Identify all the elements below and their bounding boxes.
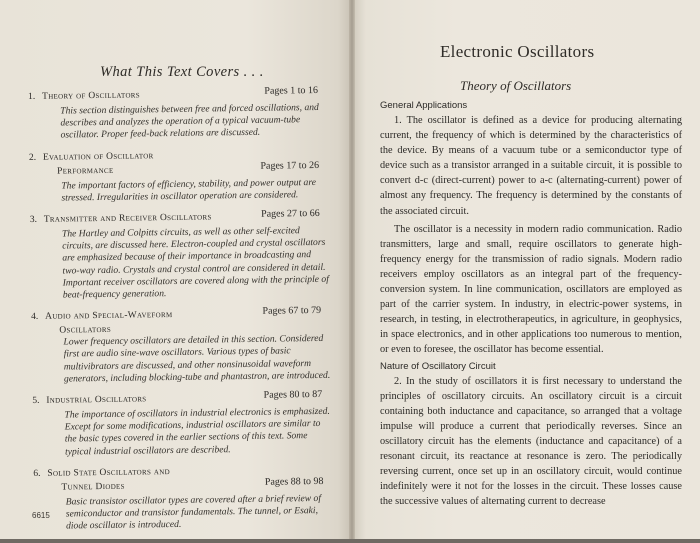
paragraph: 1. The oscillator is defined as a device for producing alternating current, the frequency of which is determined by the characteristics of the device. By means of a vacuum tube or a semiconductor type of device such as a transistor arranged in a suitable circuit, it is possible to convert d-c (direct-current) power to a-c (alternating-current) power of almost any frequency. The frequency is determined by the constants of the associated circuit. [380,115,682,217]
paragraph: The oscillator is a necessity in modern radio communication. Radio transmitters, large and small, require oscillators to generate high-frequency energy for the transmission of radio signals. Modern radio receivers employ oscillators as an integral part of the frequency-conversion system. In line communication, oscillators are employed as part of the carrier system. In industry, in electric-power systems, in research, in testing, in electrotherapeutics, in agriculture, in geophysics, in space electronics, and in other applications too numerous to mention, or even to foresee, the oscillator has become essential. [380,223,682,356]
toc-heading: What This Text Covers . . . [100,64,264,80]
body-text [380,98,682,512]
toc-entry-description: The Hartley and Colpitts circuits, as well as other self-excited circuits, are discussed here. Electron-coupled and crystal oscillators are emphasized because of their importance in broadcasting and two-way radio. Crystals and crystal control are considered in detail. Important receiver oscillators are covered along with the principle of beat-frequency generation. [61,225,329,301]
toc-entry-title: Transmitter and Receiver Oscillators [43,212,212,225]
toc-entry-title: Theory of Oscillators [41,90,141,102]
toc-entry-description: The importance of oscillators in industrial electronics is emphasized. Except for some modifications, industrial oscillators are similar to the basic types covered in the earlier sections of this text. Some typical industrial oscillators are described. [64,405,330,458]
toc-entry-number: 2. [28,152,37,163]
toc-entry-description: Basic transistor oscillator types are covered after a brief review of semiconductor and transistor fundamentals. The tunnel, or Esaki, diode oscillator is introduced. [65,492,322,532]
toc-entry-number: 5. [32,395,40,407]
section-title: Theory of Oscillators [460,78,572,93]
chapter-title: Electronic Oscillators [440,42,595,61]
toc-entry-number: 3. [29,214,37,226]
toc-entry [28,84,329,143]
toc-entry-title: Industrial Oscillators [46,394,147,406]
toc-entry-description: Lower frequency oscillators are detailed in this section. Considered first are audio sine-wave oscillators. Various types of basic multivibrators are discussed, and other nonsinusoidal waveform generators, including blocking-tube and phantastron, are introduced. [63,333,331,385]
toc-entry-title-line2: Tunnel Diodes [61,481,125,493]
toc-entry [29,148,330,205]
toc-entry-pages: Pages 17 to 26 [260,159,320,172]
toc-entry-pages: Pages 27 to 66 [261,207,320,220]
book-gutter [349,0,355,539]
toc-entry-description: This section distinguishes between free and forced oscillations, and describes and analyzes the operation of a typical vacuum-tube oscillator. Proper feed-back relations are discussed. [60,101,319,141]
toc-entry [33,465,334,534]
toc-entry-title: Audio and Special-Waveform [45,310,173,323]
toc-entry-pages: Pages 67 to 79 [262,305,322,317]
toc-entry-number: 6. [33,468,41,479]
toc-entry-number: 4. [31,312,39,323]
toc-entry-pages: Pages 80 to 87 [263,388,323,401]
toc-entry [31,305,332,386]
toc-list [28,84,334,543]
toc-entry [29,207,331,302]
toc-entry-title-line2: Oscillators [59,325,112,336]
paragraph: 2. In the study of oscillators it is first necessary to understand the principles of oscillatory circuits. An oscillatory circuit is a circuit containing both inductance and capacitance, so arranged that a voltage impulse will produce a current that periodically reverses. Since an oscillatory circuit has the elements (inductance and capacitance) of a resonant circuit, its reactance at resonance is zero. The periodically reversing current, once set up in an oscillatory circuit, would continue indefinitely were it not for the losses in the circuit. These losses cause the successive values of alternating current to decrease [380,375,682,508]
toc-entry-title: Evaluation of Oscillator [42,150,154,163]
subheading-general-applications: General Applications [380,100,468,111]
toc-entry-title-line2: Performance [57,165,114,177]
page-code: 6615 [32,511,50,520]
toc-entry-title: Solid State Oscillators and [47,466,170,479]
toc-entry-pages: Pages 88 to 98 [264,475,324,488]
toc-entry-number: 1. [28,91,36,102]
toc-entry [32,388,333,459]
toc-entry-description: The important factors of efficiency, stability, and power output are stressed. Irregularities in oscillator operation are considered. [61,176,317,204]
subheading-nature-of-oscillatory-circuit: Nature of Oscillatory Circuit [380,360,496,372]
toc-entry-pages: Pages 1 to 16 [264,84,319,97]
